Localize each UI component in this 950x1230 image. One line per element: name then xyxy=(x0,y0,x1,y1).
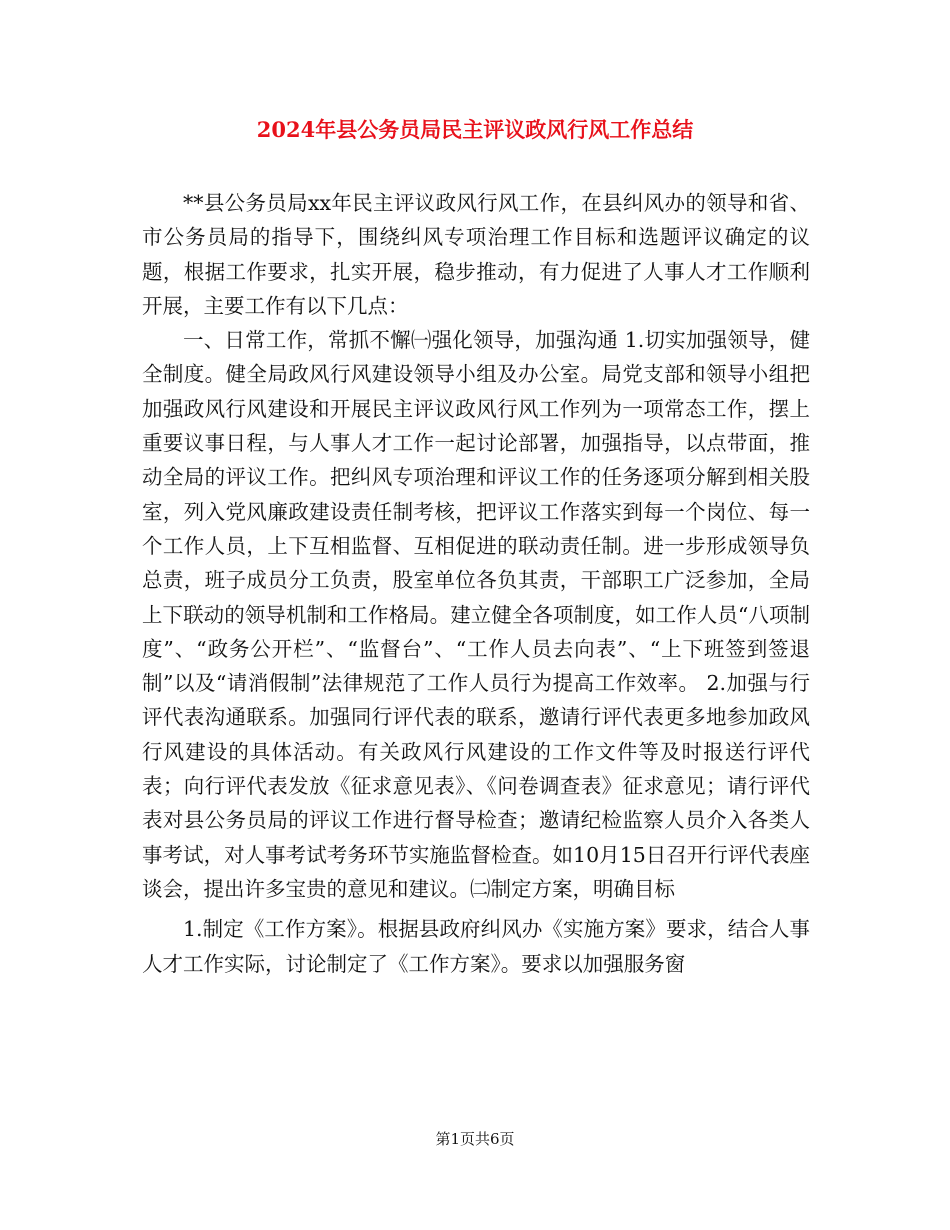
paragraph-section-one: 一、日常工作，常抓不懈㈠强化领导，加强沟通 1.切实加强领导，健全制度。健全局政风行风建设领导小组及办公室。局党支部和领导小组把加强政风行风建设和开展民主评议政风行风工作列为一项常态工作，摆上重要议事日程，与人事人才工作一起讨论部署，加强指导，以点带面，推动全局的评议工作。把纠风专项治理和评议工作的任务逐项分解到相关股室，列入党风廉政建设责任制考核，把评议工作落实到每一个岗位、每一个工作人员，上下互相监督、互相促进的联动责任制。进一步形成领导负总责，班子成员分工负责，股室单位各负其责，干部职工广泛参加，全局上下联动的领导机制和工作格局。建立健全各项制度，如工作人员“八项制度”、“政务公开栏”、“监督台”、“工作人员去向表”、“上下班签到签退制”以及“请消假制”法律规范了工作人员行为提高工作效率。 2.加强与行评代表沟通联系。加强同行评代表的联系，邀请行评代表更多地参加政风行风建设的具体活动。有关政风行风建设的工作文件等及时报送行评代表；向行评代表发放《征求意见表》、《问卷调查表》征求意见；请行评代表对县公务员局的评议工作进行督导检查；邀请纪检监察人员介入各类人事考试，对人事考试考务环节实施监督检查。如10月15日召开行评代表座谈会，提出许多宝贵的意见和建议。㈡制定方案，明确目标 xyxy=(142,328,810,901)
paragraph-intro: **县公务员局xx年民主评议政风行风工作，在县纠风办的领导和省、市公务员局的指导下，围绕纠风专项治理工作目标和选题评议确定的议题，根据工作要求，扎实开展，稳步推动，有力促进了人事人才工作顺利开展，主要工作有以下几点： xyxy=(142,191,810,318)
page-number-footer: 第1页共6页 xyxy=(435,1130,515,1148)
document-title: 2024年县公务员局民主评议政风行风工作总结 xyxy=(256,117,694,142)
paragraph-work-plan: 1.制定《工作方案》。根据县政府纠风办《实施方案》要求，结合人事人才工作实际，讨论制定了《工作方案》。要求以加强服务窗 xyxy=(142,917,810,976)
document-body xyxy=(142,186,810,981)
